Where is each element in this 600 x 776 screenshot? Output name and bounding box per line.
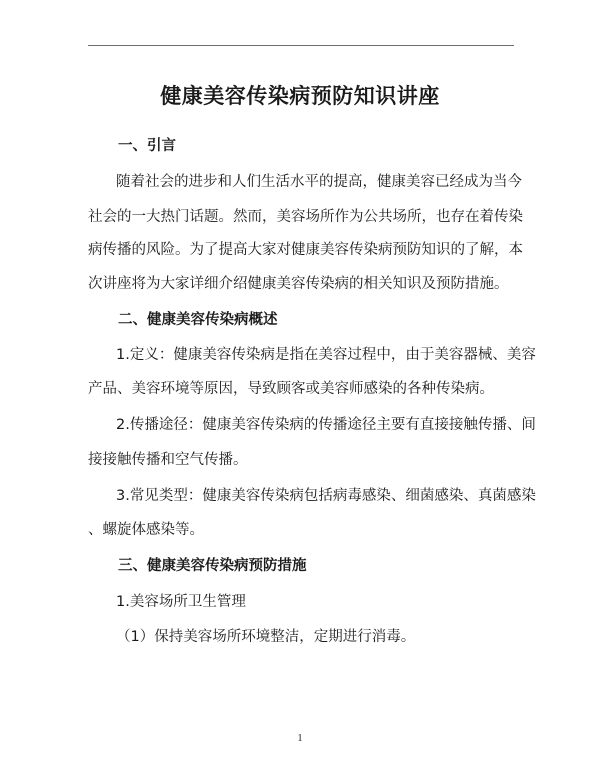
paragraph-line: （1）保持美容场所环境整洁，定期进行消毒。 [116, 629, 416, 645]
paragraph-line: 接接触传播和空气传播。 [88, 452, 248, 468]
paragraph-line: 病传播的风险。为了提高大家对健康美容传染病预防知识的了解，本 [88, 242, 523, 258]
paragraph-line: 随着社会的进步和人们生活水平的提高，健康美容已经成为当今 [116, 174, 522, 190]
paragraph-line: 、螺旋体感染等。 [88, 522, 204, 538]
section-heading-overview: 二、健康美容传染病概述 [118, 312, 278, 328]
section-heading-intro: 一、引言 [118, 138, 176, 154]
section-heading-prevention: 三、健康美容传染病预防措施 [118, 558, 307, 574]
paragraph-line: 1.定义：健康美容传染病是指在美容过程中，由于美容器械、美容 [116, 347, 536, 363]
document-title: 健康美容传染病预防知识讲座 [160, 84, 440, 108]
paragraph-line: 社会的一大热门话题。然而，美容场所作为公共场所，也存在着传染 [88, 209, 523, 225]
paragraph-line: 2.传播途径：健康美容传染病的传播途径主要有直接接触传播、间 [116, 417, 536, 433]
paragraph-line: 1.美容场所卫生管理 [116, 594, 246, 610]
paragraph-line: 产品、美容环境等原因，导致顾客或美容师感染的各种传染病。 [88, 381, 494, 397]
page-number: 1 [297, 733, 303, 744]
paragraph-line: 次讲座将为大家详细介绍健康美容传染病的相关知识及预防措施。 [88, 276, 509, 292]
paragraph-line: 3.常见类型：健康美容传染病包括病毒感染、细菌感染、真菌感染 [116, 488, 536, 504]
header-rule [88, 45, 514, 46]
